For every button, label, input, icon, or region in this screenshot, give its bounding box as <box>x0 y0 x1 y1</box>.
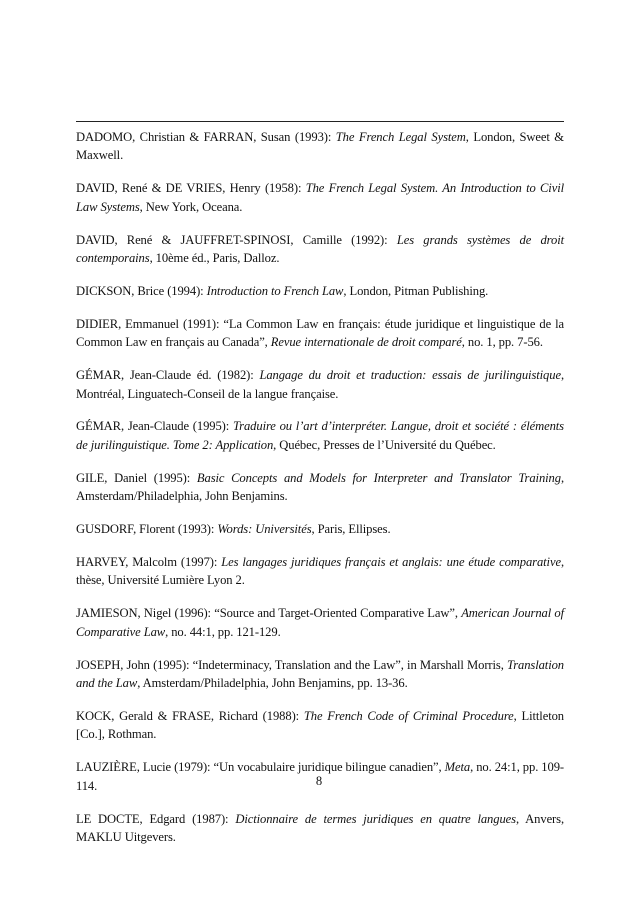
entry-text: , no. 24:1, pp. 109-114. <box>76 760 564 793</box>
bibliography-entry <box>76 417 564 454</box>
entry-text: GÉMAR, Jean-Claude éd. (1982): <box>76 368 260 383</box>
bibliography-entry <box>76 282 564 300</box>
entry-title: Meta <box>444 760 471 775</box>
entry-text: , Anvers, MAKLU Uitgevers. <box>76 811 564 844</box>
entry-text: DAVID, René & DE VRIES, Henry (1958): <box>76 181 306 196</box>
entry-text: , Montréal, Linguatech-Conseil de la langue française. <box>76 368 564 401</box>
entry-title: American Journal of Comparative Law <box>76 606 564 639</box>
entry-text: LE DOCTE, Edgard (1987): <box>76 811 236 826</box>
entry-text: JOSEPH, John (1995): “Indeterminacy, Translation and the Law”, in Marshall Morris, <box>76 657 507 672</box>
entry-text: DIDIER, Emmanuel (1991): “La Common Law en français: étude juridique et linguistique de la Common Law en français au Canada”, <box>76 316 564 350</box>
entry-text: DAVID, René & JAUFFRET-SPINOSI, Camille (1992): <box>76 232 397 247</box>
entry-text: GUSDORF, Florent (1993): <box>76 522 218 537</box>
bibliography-entry <box>76 231 564 268</box>
entry-title: Revue internationale de droit comparé <box>270 335 462 350</box>
entry-text: JAMIESON, Nigel (1996): “Source and Target-Oriented Comparative Law”, <box>76 606 462 621</box>
entry-title: The French Code of Criminal Procedure <box>303 708 514 723</box>
entry-title: Introduction to French Law <box>206 283 344 298</box>
entry-text: , Québec, Presses de l’Université du Québec. <box>273 437 496 452</box>
entry-text: GÉMAR, Jean-Claude (1995): <box>76 419 233 434</box>
bibliography-entry <box>76 656 564 693</box>
entry-title: Les grands systèmes de droit contemporains <box>76 232 564 266</box>
entry-title: Les langages juridiques français et anglais: une étude comparative <box>221 555 561 569</box>
entry-text: , London, Sweet & Maxwell. <box>76 130 565 163</box>
entry-text: , thèse, Université Lumière Lyon 2. <box>76 555 564 588</box>
entry-text: , Amsterdam/Philadelphia, John Benjamins, pp. 13-36. <box>137 676 408 691</box>
entry-text: , no. 1, pp. 7-56. <box>461 335 543 350</box>
bibliography-entry <box>76 810 564 847</box>
entry-title: Basic Concepts and Models for Interpreter and Translator Training <box>196 470 561 485</box>
entry-text: HARVEY, Malcolm (1997): <box>76 555 222 569</box>
entry-text: , Paris, Ellipses. <box>311 522 391 537</box>
entry-text: , New York, Oceana. <box>139 199 243 214</box>
entry-text: , no. 44:1, pp. 121-129. <box>165 624 281 639</box>
entry-text: DADOMO, Christian & FARRAN, Susan (1993): <box>76 130 336 144</box>
bibliography-entry <box>76 128 564 165</box>
bibliography-entry <box>76 520 564 538</box>
bibliography-entry <box>76 707 564 744</box>
entry-text: LAUZIÈRE, Lucie (1979): “Un vocabulaire juridique bilingue canadien”, <box>76 760 445 775</box>
entry-text: , 10ème éd., Paris, Dalloz. <box>149 251 280 266</box>
page-number: 8 <box>315 774 323 788</box>
bibliography-entry <box>76 604 564 641</box>
entry-text: KOCK, Gerald & FRASE, Richard (1988): <box>76 708 304 723</box>
entry-text: , London, Pitman Publishing. <box>343 283 489 298</box>
bibliography-list <box>76 128 564 861</box>
header-rule <box>76 121 564 122</box>
entry-text: DICKSON, Brice (1994): <box>76 283 207 298</box>
entry-title: The French Legal System. An Introduction to Civil Law Systems <box>76 181 564 214</box>
entry-text: , Littleton [Co.], Rothman. <box>76 708 564 742</box>
entry-title: Langage du droit et traduction: essais de jurilinguistique <box>259 368 561 383</box>
entry-title: The French Legal System <box>335 130 466 144</box>
bibliography-entry <box>76 469 564 506</box>
bibliography-entry <box>76 553 564 590</box>
entry-text: , Amsterdam/Philadelphia, John Benjamins. <box>76 470 564 504</box>
entry-title: Translation and the Law <box>76 657 564 691</box>
bibliography-entry <box>76 366 564 403</box>
entry-title: Traduire ou l’art d’interpréter. Langue, droit et société : éléments de jurilinguistique. Tome 2: Application <box>76 419 564 452</box>
entry-title: Dictionnaire de termes juridiques en quatre langues <box>235 811 516 826</box>
entry-text: GILE, Daniel (1995): <box>76 470 197 485</box>
bibliography-entry <box>76 179 564 216</box>
entry-title: Words: Universités <box>217 522 312 537</box>
bibliography-entry <box>76 315 564 352</box>
